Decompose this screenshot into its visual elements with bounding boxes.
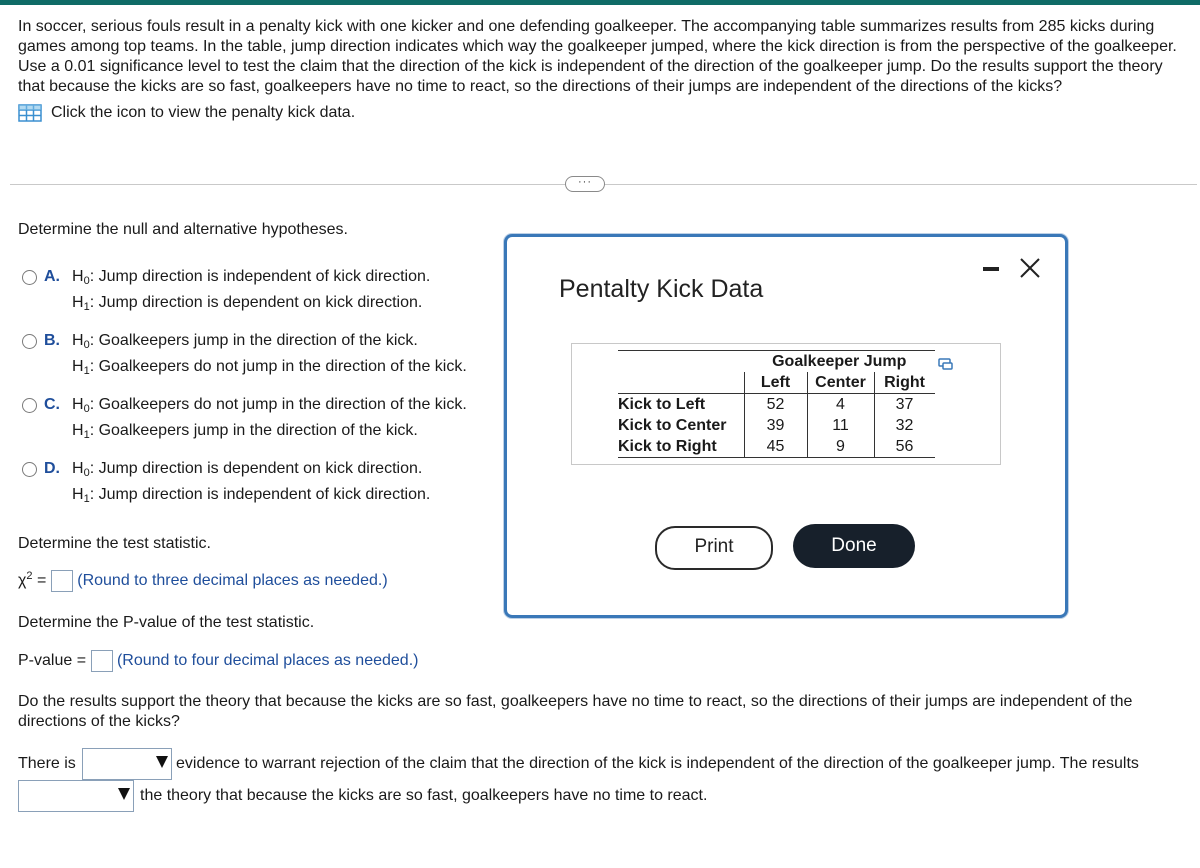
option-a-letter: A. <box>44 268 60 285</box>
cell: 39 <box>744 415 807 436</box>
support-select[interactable] <box>18 780 134 812</box>
pvalue-label: P-value = <box>18 652 87 670</box>
pvalue-hint: (Round to four decimal places as needed.) <box>116 652 419 670</box>
table-row <box>618 394 935 416</box>
data-table-panel <box>571 343 1001 465</box>
pvalue-row <box>18 650 418 672</box>
option-d-h1: $H_1$: Jump direction is independent of kick direction. <box>72 486 431 505</box>
evidence-select[interactable] <box>82 748 172 780</box>
minimize-icon[interactable] <box>983 267 999 271</box>
table-row <box>618 436 935 458</box>
pvalue-prompt: Determine the P-value of the test statistic. <box>18 614 315 631</box>
pvalue-input[interactable] <box>91 650 113 672</box>
chi-square-label: $\chi^2$ = <box>18 570 47 590</box>
cell: 32 <box>895 417 914 434</box>
table-top-rule <box>618 351 935 373</box>
option-c-radio[interactable] <box>22 398 37 413</box>
option-c-h0: $H_0$: Goalkeepers do not jump in the direction of the kick. <box>72 396 467 415</box>
cell: 45 <box>744 436 807 458</box>
table-header-row <box>618 372 935 394</box>
statistic-row <box>18 570 388 592</box>
dialog-title: Pentalty Kick Data <box>559 275 764 303</box>
option-b-letter: B. <box>44 332 60 349</box>
row-label: Kick to Center <box>618 417 727 434</box>
col-header-right: Right <box>874 372 935 394</box>
penalty-kick-table <box>618 350 935 458</box>
done-button[interactable]: Done <box>793 524 915 568</box>
close-icon[interactable] <box>1017 255 1043 281</box>
conclusion-question: Do the results support the theory that because the kicks are so fast, goalkeepers have no time to react, so the directions of their jumps are independent of the directions of the kicks? <box>18 693 1133 730</box>
conclusion-suffix: the theory that because the kicks are so fast, goalkeepers have no time to react. <box>140 787 708 804</box>
option-d-letter: D. <box>44 460 60 477</box>
copy-icon[interactable] <box>938 358 954 370</box>
conclusion-prefix: There is <box>18 755 76 772</box>
statistic-hint: (Round to three decimal places as needed.) <box>77 572 388 590</box>
option-b-h1: $H_1$: Goalkeepers do not jump in the direction of the kick. <box>72 358 467 377</box>
cell: 37 <box>895 396 914 413</box>
print-button[interactable]: Print <box>655 526 773 570</box>
cell: 56 <box>874 436 935 458</box>
expand-more-button[interactable]: ··· <box>565 176 605 192</box>
penalty-kick-data-dialog <box>504 234 1068 618</box>
hypotheses-prompt: Determine the null and alternative hypotheses. <box>18 221 348 238</box>
option-d-h0: $H_0$: Jump direction is dependent on kick direction. <box>72 460 423 479</box>
dropdown-arrow-icon[interactable] <box>118 788 130 800</box>
dropdown-arrow-icon[interactable] <box>156 756 168 768</box>
option-c-h1: $H_1$: Goalkeepers jump in the direction of the kick. <box>72 422 418 441</box>
option-c-letter: C. <box>44 396 60 413</box>
top-accent-bar <box>0 0 1200 5</box>
row-label: Kick to Left <box>618 396 706 413</box>
cell: 11 <box>807 415 874 436</box>
statistic-prompt: Determine the test statistic. <box>18 535 211 552</box>
view-data-link-label[interactable]: Click the icon to view the penalty kick data. <box>51 104 356 121</box>
cell: 9 <box>807 436 874 458</box>
option-a-radio[interactable] <box>22 270 37 285</box>
option-a-h1: $H_1$: Jump direction is dependent on kick direction. <box>72 294 423 313</box>
grid-table-icon[interactable] <box>18 104 42 122</box>
table-row <box>618 415 935 436</box>
option-b-h0: $H_0$: Goalkeepers jump in the direction of the kick. <box>72 332 418 351</box>
option-d-radio[interactable] <box>22 462 37 477</box>
cell: 4 <box>807 394 874 416</box>
cell: 52 <box>744 394 807 416</box>
view-data-link[interactable] <box>18 102 355 124</box>
test-statistic-input[interactable] <box>51 570 73 592</box>
col-header-center: Center <box>807 372 874 394</box>
problem-statement: In soccer, serious fouls result in a penalty kick with one kicker and one defending goalkeeper. The accompanying table summarizes results from 285 kicks during games among top teams. In the table, jump direction indicates which way the goalkeeper jumped, where the kick direction is from the perspective of the goalkeeper. Use a 0.01 significance level to test the claim that the direction of the kick is independent of the direction of the goalkeeper jump. Do the results support the theory that because the kicks are so fast, goalkeepers have no time to react, so the directions of their jumps are independent of the directions of the kicks? <box>18 18 1177 95</box>
col-header-left: Left <box>744 372 807 394</box>
option-a-h0: $H_0$: Jump direction is independent of kick direction. <box>72 268 431 287</box>
option-b-radio[interactable] <box>22 334 37 349</box>
conclusion-middle: evidence to warrant rejection of the claim that the direction of the kick is independent of the direction of the goalkeeper jump. The results <box>176 755 1139 772</box>
goalkeeper-jump-header: Goalkeeper Jump <box>744 351 935 373</box>
row-label: Kick to Right <box>618 436 744 458</box>
